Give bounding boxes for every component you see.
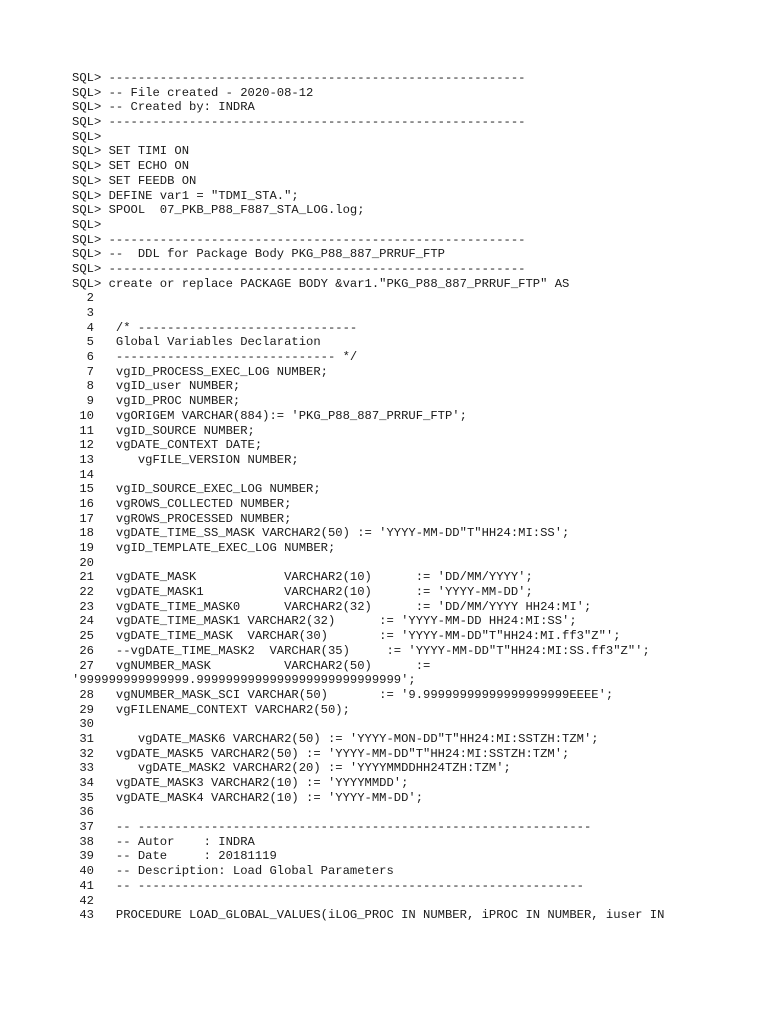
code-line: 39 -- Date : 20181119 (72, 849, 277, 864)
code-line: 18 vgDATE_TIME_SS_MASK VARCHAR2(50) := 'YYYY-MM-DD"T"HH24:MI:SS'; (72, 526, 570, 541)
code-line: 15 vgID_SOURCE_EXEC_LOG NUMBER; (72, 482, 321, 497)
code-line: 43 PROCEDURE LOAD_GLOBAL_VALUES(iLOG_PROC IN NUMBER, iPROC IN NUMBER, iuser IN (72, 908, 665, 923)
code-line: 9 vgID_PROC NUMBER; (72, 394, 241, 409)
code-line: 30 (72, 717, 94, 732)
code-line: 7 vgID_PROCESS_EXEC_LOG NUMBER; (72, 364, 328, 379)
code-line: 36 (72, 805, 94, 820)
code-line: 29 vgFILENAME_CONTEXT VARCHAR2(50); (72, 702, 350, 717)
code-line: 28 vgNUMBER_MASK_SCI VARCHAR(50) := '9.99999999999999999999EEEE'; (72, 687, 614, 702)
code-line: 13 vgFILE_VERSION NUMBER; (72, 452, 299, 467)
code-line: 14 (72, 467, 94, 482)
code-line: 20 (72, 555, 94, 570)
code-line: 26 --vgDATE_TIME_MASK2 VARCHAR(35) := 'YYYY-MM-DD"T"HH24:MI:SS.ff3"Z"'; (72, 643, 650, 658)
code-line: SQL> create or replace PACKAGE BODY &var1."PKG_P88_887_PRRUF_FTP" AS (72, 276, 570, 291)
sql-spool-listing (72, 71, 762, 923)
code-line: 41 -- ------------------------------------------------------------- (72, 878, 584, 893)
code-line: 40 -- Description: Load Global Parameters (72, 864, 394, 879)
code-line: 25 vgDATE_TIME_MASK VARCHAR(30) := 'YYYY-MM-DD"T"HH24:MI.ff3"Z"'; (72, 629, 621, 644)
code-line: SQL> (72, 129, 102, 144)
code-line: SQL> -- Created by: INDRA (72, 100, 255, 115)
code-line: SQL> --------------------------------------------------------- (72, 261, 526, 276)
code-line: 8 vgID_user NUMBER; (72, 379, 241, 394)
code-line: 32 vgDATE_MASK5 VARCHAR2(50) := 'YYYY-MM-DD"T"HH24:MI:SSTZH:TZM'; (72, 746, 570, 761)
code-line: 3 (72, 306, 94, 320)
code-line: SQL> SET FEEDB ON (72, 173, 197, 188)
code-line: SQL> SET ECHO ON (72, 159, 190, 174)
code-line: 37 -- -------------------------------------------------------------- (72, 820, 592, 835)
code-line: 17 vgROWS_PROCESSED NUMBER; (72, 511, 292, 526)
code-line: SQL> (72, 217, 102, 232)
code-line: 19 vgID_TEMPLATE_EXEC_LOG NUMBER; (72, 541, 336, 555)
code-line: 16 vgROWS_COLLECTED NUMBER; (72, 496, 292, 511)
code-line: SQL> DEFINE var1 = "TDMI_STA."; (72, 188, 299, 203)
code-line: '999999999999999.9999999999999999999999999999'; (72, 673, 416, 688)
code-line: 34 vgDATE_MASK3 VARCHAR2(10) := 'YYYYMMDD'; (72, 776, 409, 790)
code-line: 12 vgDATE_CONTEXT DATE; (72, 438, 263, 453)
code-line: 21 vgDATE_MASK VARCHAR2(10) := 'DD/MM/YYYY'; (72, 570, 533, 585)
code-line: 5 Global Variables Declaration (72, 335, 321, 350)
code-line: 2 (72, 291, 94, 306)
code-line: 42 (72, 893, 94, 908)
code-line: 27 vgNUMBER_MASK VARCHAR2(50) := (72, 658, 431, 673)
code-line: SQL> SET TIMI ON (72, 144, 190, 159)
code-line: SQL> --------------------------------------------------------- (72, 232, 526, 247)
code-line: 23 vgDATE_TIME_MASK0 VARCHAR2(32) := 'DD/MM/YYYY HH24:MI'; (72, 599, 592, 614)
code-line: 22 vgDATE_MASK1 VARCHAR2(10) := 'YYYY-MM-DD'; (72, 585, 533, 600)
code-line: 33 vgDATE_MASK2 VARCHAR2(20) := 'YYYYMMDDHH24TZH:TZM'; (72, 761, 511, 776)
code-line: 11 vgID_SOURCE NUMBER; (72, 423, 255, 438)
code-line: 31 vgDATE_MASK6 VARCHAR2(50) := 'YYYY-MON-DD"T"HH24:MI:SSTZH:TZM'; (72, 731, 599, 746)
code-line: 6 ------------------------------ */ (72, 350, 358, 365)
code-line: SQL> SPOOL 07_PKB_P88_F887_STA_LOG.log; (72, 203, 365, 218)
code-line: SQL> -- DDL for Package Body PKG_P88_887_PRRUF_FTP (72, 247, 445, 262)
code-line: 24 vgDATE_TIME_MASK1 VARCHAR2(32) := 'YYYY-MM-DD HH24:MI:SS'; (72, 614, 577, 629)
code-line: SQL> -- File created - 2020-08-12 (72, 85, 314, 100)
code-line: SQL> --------------------------------------------------------- (72, 115, 526, 130)
code-line: 4 /* ------------------------------ (72, 320, 358, 335)
code-line: 38 -- Autor : INDRA (72, 834, 255, 849)
code-line: 10 vgORIGEM VARCHAR(884):= 'PKG_P88_887_PRRUF_FTP'; (72, 408, 467, 423)
code-line: 35 vgDATE_MASK4 VARCHAR2(10) := 'YYYY-MM-DD'; (72, 790, 424, 805)
code-line: SQL> --------------------------------------------------------- (72, 71, 526, 85)
